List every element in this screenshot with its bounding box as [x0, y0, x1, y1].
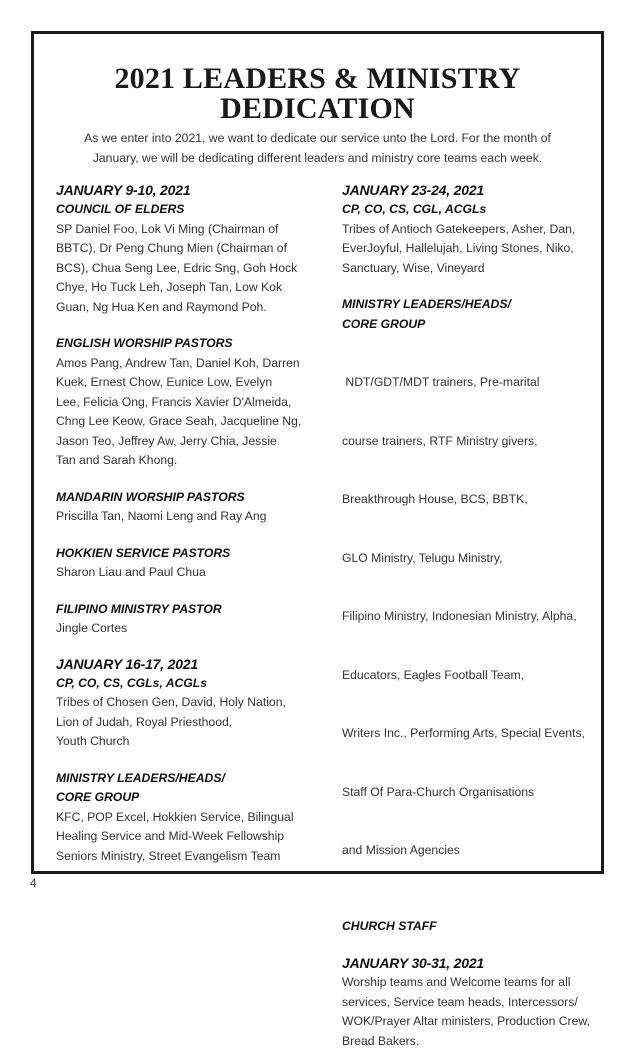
- text-line: Worship teams and Welcome teams for all: [342, 973, 602, 993]
- text-line: Guan, Ng Hua Ken and Raymond Poh.: [56, 298, 316, 318]
- text-line: Kuek, Ernest Chow, Eunice Low, Evelyn: [56, 373, 316, 393]
- page-title: [34, 64, 601, 124]
- section-heading-line-1: MINISTRY LEADERS/HEADS/: [56, 769, 316, 789]
- section-body: [342, 973, 602, 1051]
- section-heading: COUNCIL OF ELDERS: [56, 200, 316, 220]
- text-line: Chye, Ho Tuck Leh, Joseph Tan, Low Kok: [56, 278, 316, 298]
- intro-line-1: As we enter into 2021, we want to dedicate our service unto the Lord. For the month of: [84, 131, 551, 145]
- section-body: [56, 808, 316, 867]
- section-heading: ENGLISH WORSHIP PASTORS: [56, 334, 316, 354]
- section-mandarin-worship-pastors: [56, 488, 316, 527]
- section-heading: CP, CO, CS, CGL, ACGLs: [342, 200, 602, 220]
- text-line: services, Service team heads, Intercessors/: [342, 993, 602, 1013]
- text-line: Amos Pang, Andrew Tan, Daniel Koh, Darren: [56, 354, 316, 374]
- text-line: NDT/GDT/MDT trainers, Pre-marital: [342, 373, 602, 393]
- text-line: BBTC), Dr Peng Chung Mien (Chairman of: [56, 239, 316, 259]
- page-number: 4: [30, 876, 37, 890]
- section-council-of-elders: [56, 200, 316, 317]
- page-title-line-2: DEDICATION: [220, 92, 415, 125]
- section-body: [56, 220, 316, 318]
- text-line: Chng Lee Keow, Grace Seah, Jacqueline Ng,: [56, 412, 316, 432]
- section-heading: CHURCH STAFF: [342, 917, 602, 937]
- section-cp-co-cs-cgls: [56, 674, 316, 752]
- section-body: [56, 693, 316, 752]
- text-line: Tribes of Chosen Gen, David, Holy Nation,: [56, 693, 316, 713]
- section-body: [342, 220, 602, 279]
- section-filipino-ministry-pastor: [56, 600, 316, 639]
- date-heading-jan-16-17: JANUARY 16-17, 2021: [56, 654, 316, 674]
- text-line: Jason Teo, Jeffrey Aw, Jerry Chia, Jessie: [56, 432, 316, 452]
- section-ministry-leaders-right: [342, 295, 602, 900]
- section-cp-co-cs-cgl: [342, 200, 602, 278]
- section-heading-line-2: CORE GROUP: [342, 315, 602, 335]
- section-english-worship-pastors: [56, 334, 316, 471]
- text-line: WOK/Prayer Altar ministers, Production Crew,: [342, 1012, 602, 1032]
- text-line: Lee, Felicia Ong, Francis Xavier D'Almeida,: [56, 393, 316, 413]
- text-line: Bread Bakers.: [342, 1032, 602, 1051]
- section-ministry-leaders-left: [56, 769, 316, 867]
- text-line: course trainers, RTF Ministry givers,: [342, 432, 602, 452]
- section-church-staff: [342, 917, 602, 937]
- section-heading: HOKKIEN SERVICE PASTORS: [56, 544, 316, 564]
- text-line: Healing Service and Mid-Week Fellowship: [56, 827, 316, 847]
- text-line: Filipino Ministry, Indonesian Ministry, Alpha,: [342, 607, 602, 627]
- text-line: Staff Of Para-Church Organisations: [342, 783, 602, 803]
- intro-paragraph: [70, 128, 565, 168]
- text-line: KFC, POP Excel, Hokkien Service, Bilingual: [56, 808, 316, 828]
- text-line: and Mission Agencies: [342, 841, 602, 861]
- section-heading: FILIPINO MINISTRY PASTOR: [56, 600, 316, 620]
- text-line: BCS), Chua Seng Lee, Edric Sng, Goh Hock: [56, 259, 316, 279]
- section-hokkien-service-pastors: [56, 544, 316, 583]
- date-heading-jan-9-10: JANUARY 9-10, 2021: [56, 180, 316, 200]
- section-heading-line-2: CORE GROUP: [56, 788, 316, 808]
- text-line: Educators, Eagles Football Team,: [342, 666, 602, 686]
- text-line: Breakthrough House, BCS, BBTK,: [342, 490, 602, 510]
- right-column: [342, 180, 602, 1051]
- text-line: Youth Church: [56, 732, 316, 752]
- section-heading: MANDARIN WORSHIP PASTORS: [56, 488, 316, 508]
- intro-line-2: January, we will be dedicating different leaders and ministry core teams each week.: [93, 151, 542, 165]
- text-line: GLO Ministry, Telugu Ministry,: [342, 549, 602, 569]
- text-line: Priscilla Tan, Naomi Leng and Ray Ang: [56, 507, 316, 527]
- section-heading: CP, CO, CS, CGLs, ACGLs: [56, 674, 316, 694]
- section-body: [56, 354, 316, 471]
- text-line: SP Daniel Foo, Lok Vi Ming (Chairman of: [56, 220, 316, 240]
- text-line: Sharon Liau and Paul Chua: [56, 563, 316, 583]
- page-title-line-1: 2021 LEADERS & MINISTRY: [114, 62, 520, 95]
- left-column: [56, 180, 316, 866]
- section-heading-line-1: MINISTRY LEADERS/HEADS/: [342, 295, 602, 315]
- date-heading-jan-23-24: JANUARY 23-24, 2021: [342, 180, 602, 200]
- text-line: Jingle Cortes: [56, 619, 316, 639]
- text-line: Writers Inc., Performing Arts, Special Events,: [342, 724, 602, 744]
- text-line: EverJoyful, Hallelujah, Living Stones, Niko,: [342, 239, 602, 259]
- text-line: Sanctuary, Wise, Vineyard: [342, 259, 602, 279]
- text-line: Seniors Ministry, Street Evangelism Team: [56, 847, 316, 867]
- text-line: Tan and Sarah Khong.: [56, 451, 316, 471]
- text-line: Tribes of Antioch Gatekeepers, Asher, Dan,: [342, 220, 602, 240]
- section-body: [342, 334, 602, 900]
- text-line: Lion of Judah, Royal Priesthood,: [56, 713, 316, 733]
- date-heading-jan-30-31: JANUARY 30-31, 2021: [342, 953, 602, 973]
